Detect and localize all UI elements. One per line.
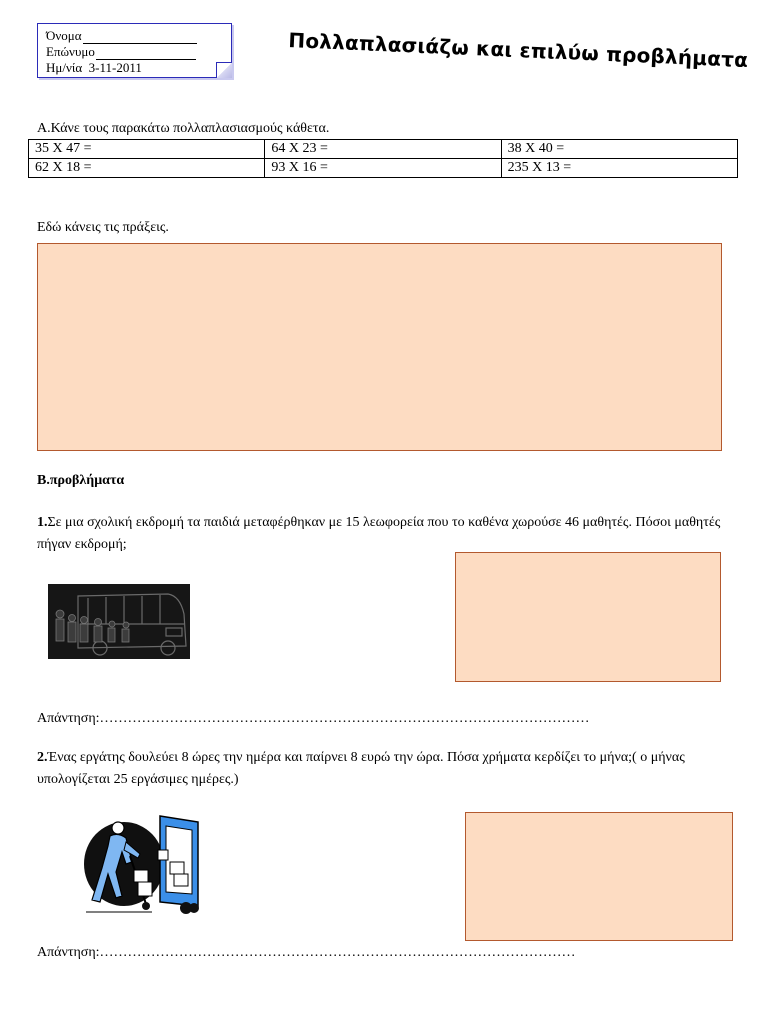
table-cell: 235 Χ 13 = bbox=[501, 159, 737, 178]
section-a-heading: Α.Κάνε τους παρακάτω πολλαπλασιασμούς κάθετα. bbox=[37, 121, 330, 136]
table-cell: 62 Χ 18 = bbox=[29, 159, 265, 178]
problem-2-text: Ένας εργάτης δουλεύει 8 ώρες την ημέρα και παίρνει 8 ευρώ την ώρα. Πόσα χρήματα κερδίζει το μήνα;( ο μήνας υπολογίζεται 25 εργάσιμες ημέρες.) bbox=[37, 750, 685, 787]
work-area-label: Εδώ κάνεις τις πράξεις. bbox=[37, 220, 169, 235]
table-cell: 35 Χ 47 = bbox=[29, 140, 265, 159]
date-line bbox=[46, 60, 231, 76]
section-b-heading: Β.προβλήματα bbox=[37, 473, 125, 488]
bus-picture bbox=[48, 584, 190, 659]
multiplication-table bbox=[28, 139, 738, 178]
problem-1-work-box[interactable] bbox=[455, 552, 721, 682]
surname-blank[interactable] bbox=[96, 47, 196, 60]
name-label: Όνομα bbox=[46, 28, 82, 43]
surname-label: Επώνυμο bbox=[46, 44, 95, 59]
table-cell: 64 Χ 23 = bbox=[265, 140, 501, 159]
problem-2-work-box[interactable] bbox=[465, 812, 733, 941]
surname-line bbox=[46, 44, 231, 60]
table-row bbox=[29, 140, 738, 159]
problem-1-answer[interactable]: Απάντηση:…………………………………………………………………………………………… bbox=[37, 711, 590, 726]
page-curl-decoration bbox=[216, 62, 232, 78]
problem-2-number: 2. bbox=[37, 750, 48, 765]
problem-1-number: 1. bbox=[37, 515, 48, 530]
student-info-card bbox=[37, 23, 232, 78]
problem-2-answer[interactable]: Απάντηση:………………………………………………………………………………………… bbox=[37, 945, 576, 960]
problem-1-text: Σε μια σχολική εκδρομή τα παιδιά μεταφέρθηκαν με 15 λεωφορεία που το καθένα χωρούσε 46 μαθητές. Πόσοι μαθητές πήγαν εκδρομή; bbox=[37, 515, 721, 552]
problem-1 bbox=[37, 512, 737, 556]
worker-picture bbox=[82, 812, 202, 922]
name-blank[interactable] bbox=[83, 31, 197, 44]
table-cell: 38 Χ 40 = bbox=[501, 140, 737, 159]
name-line bbox=[46, 28, 231, 44]
work-area-box[interactable] bbox=[37, 243, 722, 451]
problem-2 bbox=[37, 747, 737, 791]
bus-icon bbox=[48, 584, 190, 659]
worker-with-dolly-icon bbox=[82, 812, 202, 922]
table-row bbox=[29, 159, 738, 178]
date-label: Ημ/νία bbox=[46, 60, 83, 75]
table-cell: 93 Χ 16 = bbox=[265, 159, 501, 178]
date-value: 3-11-2011 bbox=[88, 60, 142, 75]
worksheet-title: Πολλαπλασιάζω και επιλύω προβλήματα bbox=[287, 28, 749, 73]
